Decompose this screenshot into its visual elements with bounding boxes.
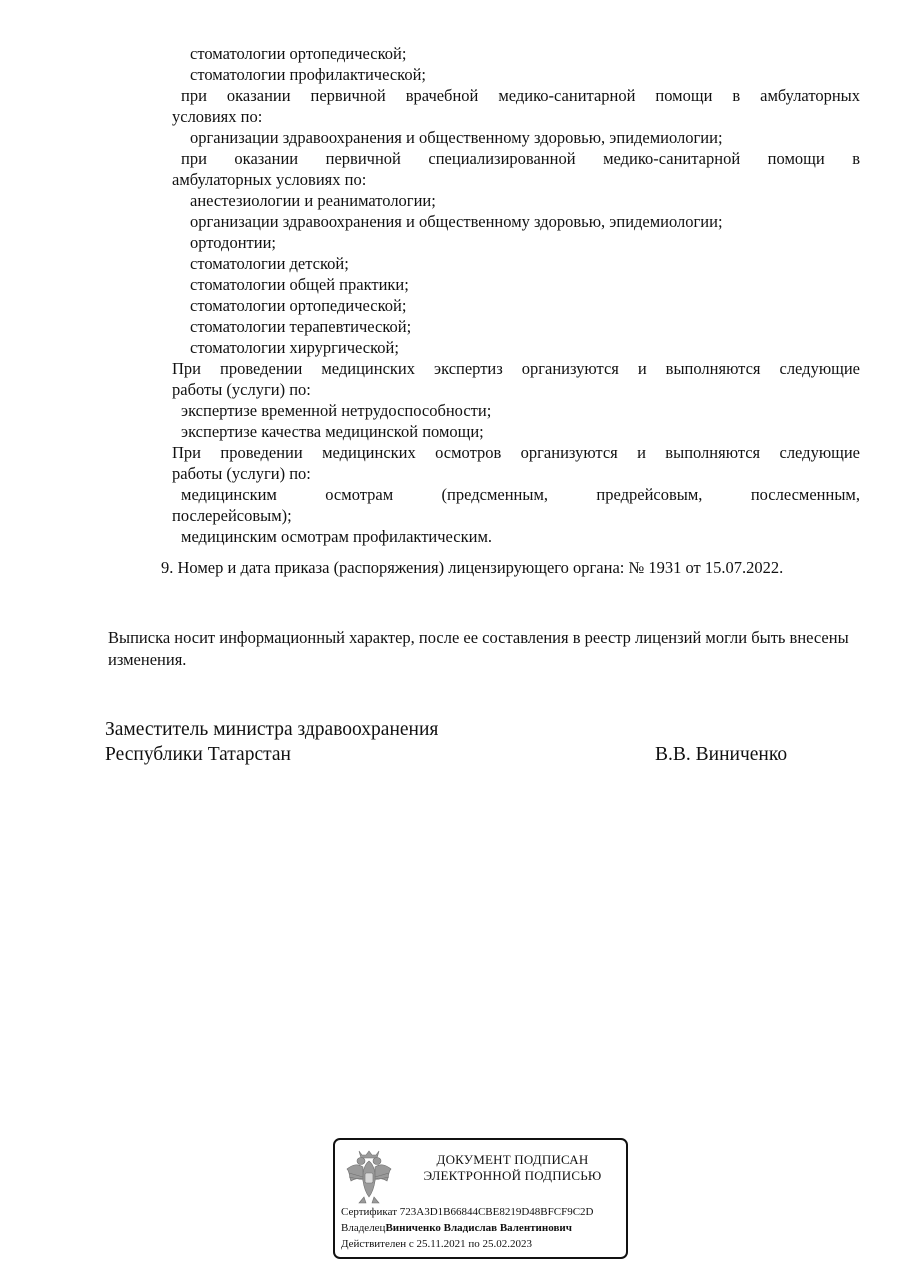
signatory-position-line1: Заместитель министра здравоохранения xyxy=(105,719,439,740)
stamp-title xyxy=(405,1152,620,1184)
text-line: стоматологии терапевтической; xyxy=(190,317,412,336)
text-line: При проведении медицинских осмотров организуются и выполняются следующие xyxy=(172,443,860,462)
text-line: организации здравоохранения и общественному здоровью, эпидемиологии; xyxy=(190,212,723,231)
stamp-owner xyxy=(341,1221,572,1235)
signatory-name: В.В. Виниченко xyxy=(655,744,788,765)
stamp-validity: Действителен с 25.11.2021 по 25.02.2023 xyxy=(341,1238,532,1250)
text-line: медицинским осмотрам (предсменным, предрейсовым, послесменным, xyxy=(181,485,860,504)
stamp-certificate xyxy=(341,1205,594,1219)
text-line: послерейсовым); xyxy=(172,506,292,525)
text-line: экспертизе качества медицинской помощи; xyxy=(181,422,484,441)
text-line: организации здравоохранения и общественному здоровью, эпидемиологии; xyxy=(190,128,723,147)
electronic-signature-stamp xyxy=(333,1138,628,1259)
text-line: условиях по: xyxy=(172,107,263,126)
text-line: экспертизе временной нетрудоспособности; xyxy=(181,401,492,420)
text-line: стоматологии хирургической; xyxy=(190,338,399,357)
text-line: стоматологии ортопедической; xyxy=(190,296,407,315)
informational-notice: Выписка носит информационный характер, после ее составления в реестр лицензий могли быть внесены изменения. xyxy=(108,628,849,669)
item-9-order-info: 9. Номер и дата приказа (распоряжения) лицензирующего органа: № 1931 от 15.07.2022. xyxy=(161,558,784,577)
signatory-position-line2: Республики Татарстан xyxy=(105,744,291,765)
text-line: стоматологии детской; xyxy=(190,254,349,273)
text-line: анестезиологии и реаниматологии; xyxy=(190,191,436,210)
text-line: амбулаторных условиях по: xyxy=(172,170,367,189)
stamp-certificate-number: 723A3D1B66844CBE8219D48BFCF9C2D xyxy=(399,1206,594,1218)
text-line: медицинским осмотрам профилактическим. xyxy=(181,527,493,546)
text-line: стоматологии общей практики; xyxy=(190,275,409,294)
text-line: стоматологии ортопедической; xyxy=(190,44,407,63)
stamp-title-line1: ДОКУМЕНТ ПОДПИСАН xyxy=(436,1152,589,1167)
text-line: работы (услуги) по: xyxy=(172,464,311,483)
russia-coat-of-arms-icon xyxy=(345,1147,393,1205)
stamp-certificate-label: Сертификат xyxy=(341,1206,397,1218)
stamp-title-line2: ЭЛЕКТРОННОЙ ПОДПИСЬЮ xyxy=(423,1168,602,1183)
stamp-owner-label: Владелец xyxy=(341,1222,386,1234)
text-line: работы (услуги) по: xyxy=(172,380,311,399)
stamp-owner-name: Виниченко Владислав Валентинович xyxy=(385,1222,572,1234)
text-line: при оказании первичной специализированной медико-санитарной помощи в xyxy=(181,149,860,168)
text-line: при оказании первичной врачебной медико-санитарной помощи в амбулаторных xyxy=(181,86,860,105)
text-line: ортодонтии; xyxy=(190,233,276,252)
text-line: стоматологии профилактической; xyxy=(190,65,426,84)
text-line: При проведении медицинских экспертиз организуются и выполняются следующие xyxy=(172,359,860,378)
